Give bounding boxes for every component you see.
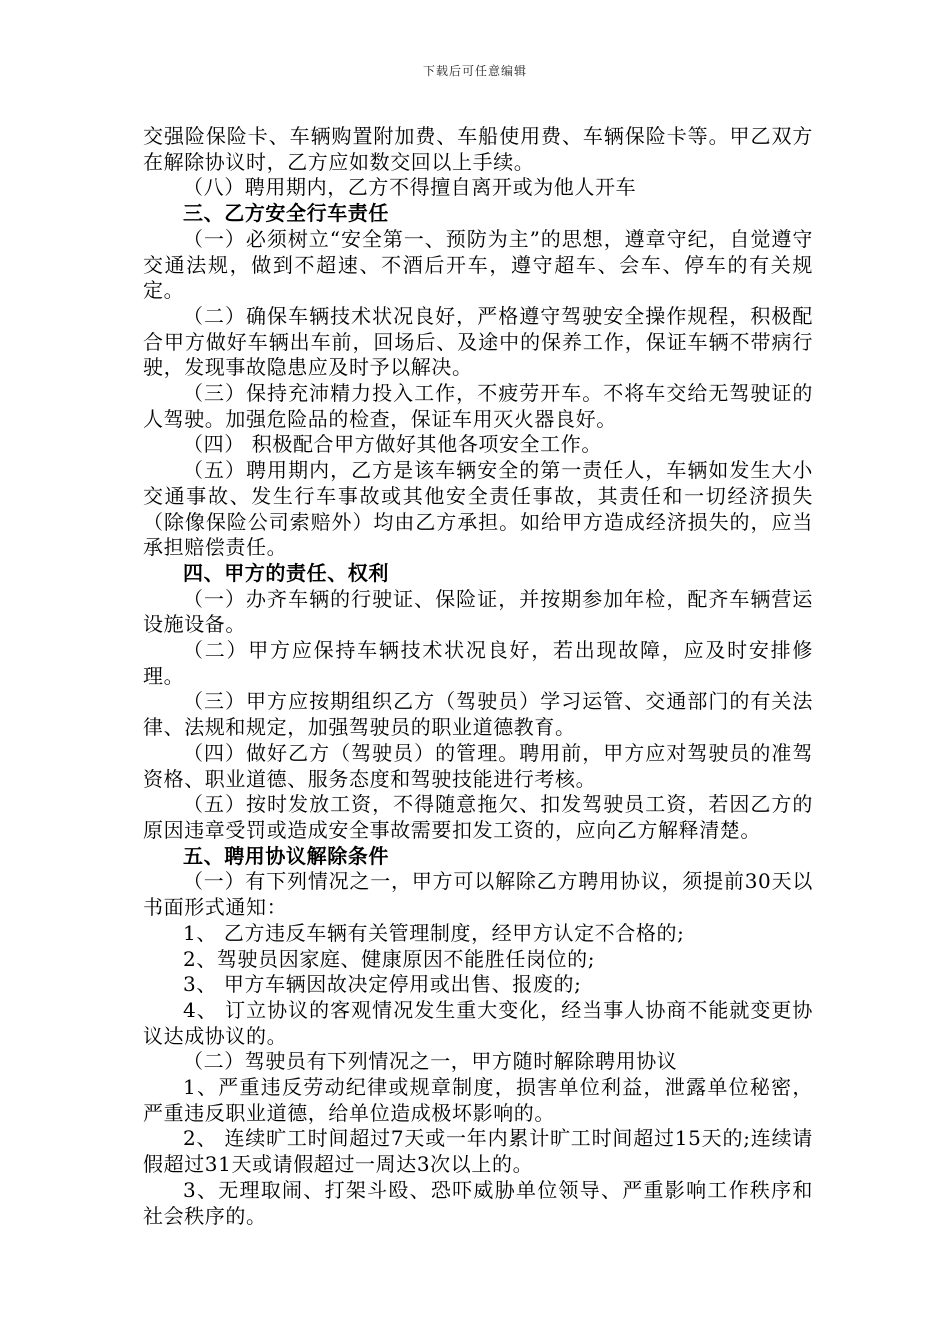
paragraph: （四） 积极配合甲方做好其他各项安全工作。 <box>183 432 602 457</box>
list-item: 4、 订立协议的客观情况发生重大变化，经当事人协商不能就变更协议达成协议的。 <box>143 997 813 1048</box>
paragraph: （四）做好乙方（驾驶员）的管理。聘用前，甲方应对驾驶员的准驾资格、职业道德、服务态度和驾驶技能进行考核。 <box>143 740 813 791</box>
list-item: 3、无理取闹、打架斗殴、恐吓威胁单位领导、严重影响工作秩序和社会秩序的。 <box>143 1177 813 1228</box>
paragraph: （一）办齐车辆的行驶证、保险证，并按期参加年检，配齐车辆营运设施设备。 <box>143 586 813 637</box>
list-item: 2、驾驶员因家庭、健康原因不能胜任岗位的; <box>183 946 596 971</box>
paragraph: （八）聘用期内，乙方不得擅自离开或为他人开车 <box>183 175 637 200</box>
section-heading: 五、聘用协议解除条件 <box>183 843 389 868</box>
list-item: 3、 甲方车辆因故决定停用或出售、报废的; <box>183 972 582 997</box>
list-item: 2、 连续旷工时间超过7天或一年内累计旷工时间超过15天的;连续请假超过31天或请假超过一周达3次以上的。 <box>143 1126 813 1177</box>
list-item: 1、 乙方违反车辆有关管理制度，经甲方认定不合格的; <box>183 920 685 945</box>
paragraph: （五）聘用期内，乙方是该车辆安全的第一责任人，车辆如发生大小交通事故、发生行车事故或其他安全责任事故，其责任和一切经济损失（除像保险公司索赔外）均由乙方承担。如给甲方造成经济损失的，应当承担赔偿责任。 <box>143 458 813 560</box>
paragraph: 交强险保险卡、车辆购置附加费、车船使用费、车辆保险卡等。甲乙双方在解除协议时，乙方应如数交回以上手续。 <box>143 124 813 174</box>
document-body <box>143 124 813 1229</box>
paragraph: （三）保持充沛精力投入工作，不疲劳开车。不将车交给无驾驶证的人驾驶。加强危险品的检查，保证车用灭火器良好。 <box>143 381 813 431</box>
section-heading: 三、乙方安全行车责任 <box>183 201 389 226</box>
paragraph: （一）有下列情况之一，甲方可以解除乙方聘用协议，须提前30天以书面形式通知： <box>143 869 813 920</box>
paragraph: （二）甲方应保持车辆技术状况良好，若出现故障，应及时安排修理。 <box>143 638 813 688</box>
header-note: 下载后可任意编辑 <box>422 64 527 78</box>
paragraph: （一）必须树立“安全第一、预防为主”的思想，遵章守纪，自觉遵守交通法规，做到不超速、不酒后开车，遵守超车、会车、停车的有关规定。 <box>143 226 813 303</box>
paragraph: （三）甲方应按期组织乙方（驾驶员）学习运管、交通部门的有关法律、法规和规定，加强驾驶员的职业道德教育。 <box>143 689 813 740</box>
paragraph: （二）驾驶员有下列情况之一，甲方随时解除聘用协议 <box>183 1049 678 1074</box>
section-heading: 四、甲方的责任、权利 <box>183 560 389 585</box>
paragraph: （二）确保车辆技术状况良好，严格遵守驾驶安全操作规程，积极配合甲方做好车辆出车前，回场后、及途中的保养工作，保证车辆不带病行驶，发现事故隐患应及时予以解决。 <box>143 303 813 380</box>
paragraph: （五）按时发放工资，不得随意拖欠、扣发驾驶员工资，若因乙方的原因违章受罚或造成安全事故需要扣发工资的，应向乙方解释清楚。 <box>143 792 813 842</box>
list-item: 1、严重违反劳动纪律或规章制度，损害单位利益，泄露单位秘密，严重违反职业道德，给单位造成极坏影响的。 <box>143 1075 813 1125</box>
